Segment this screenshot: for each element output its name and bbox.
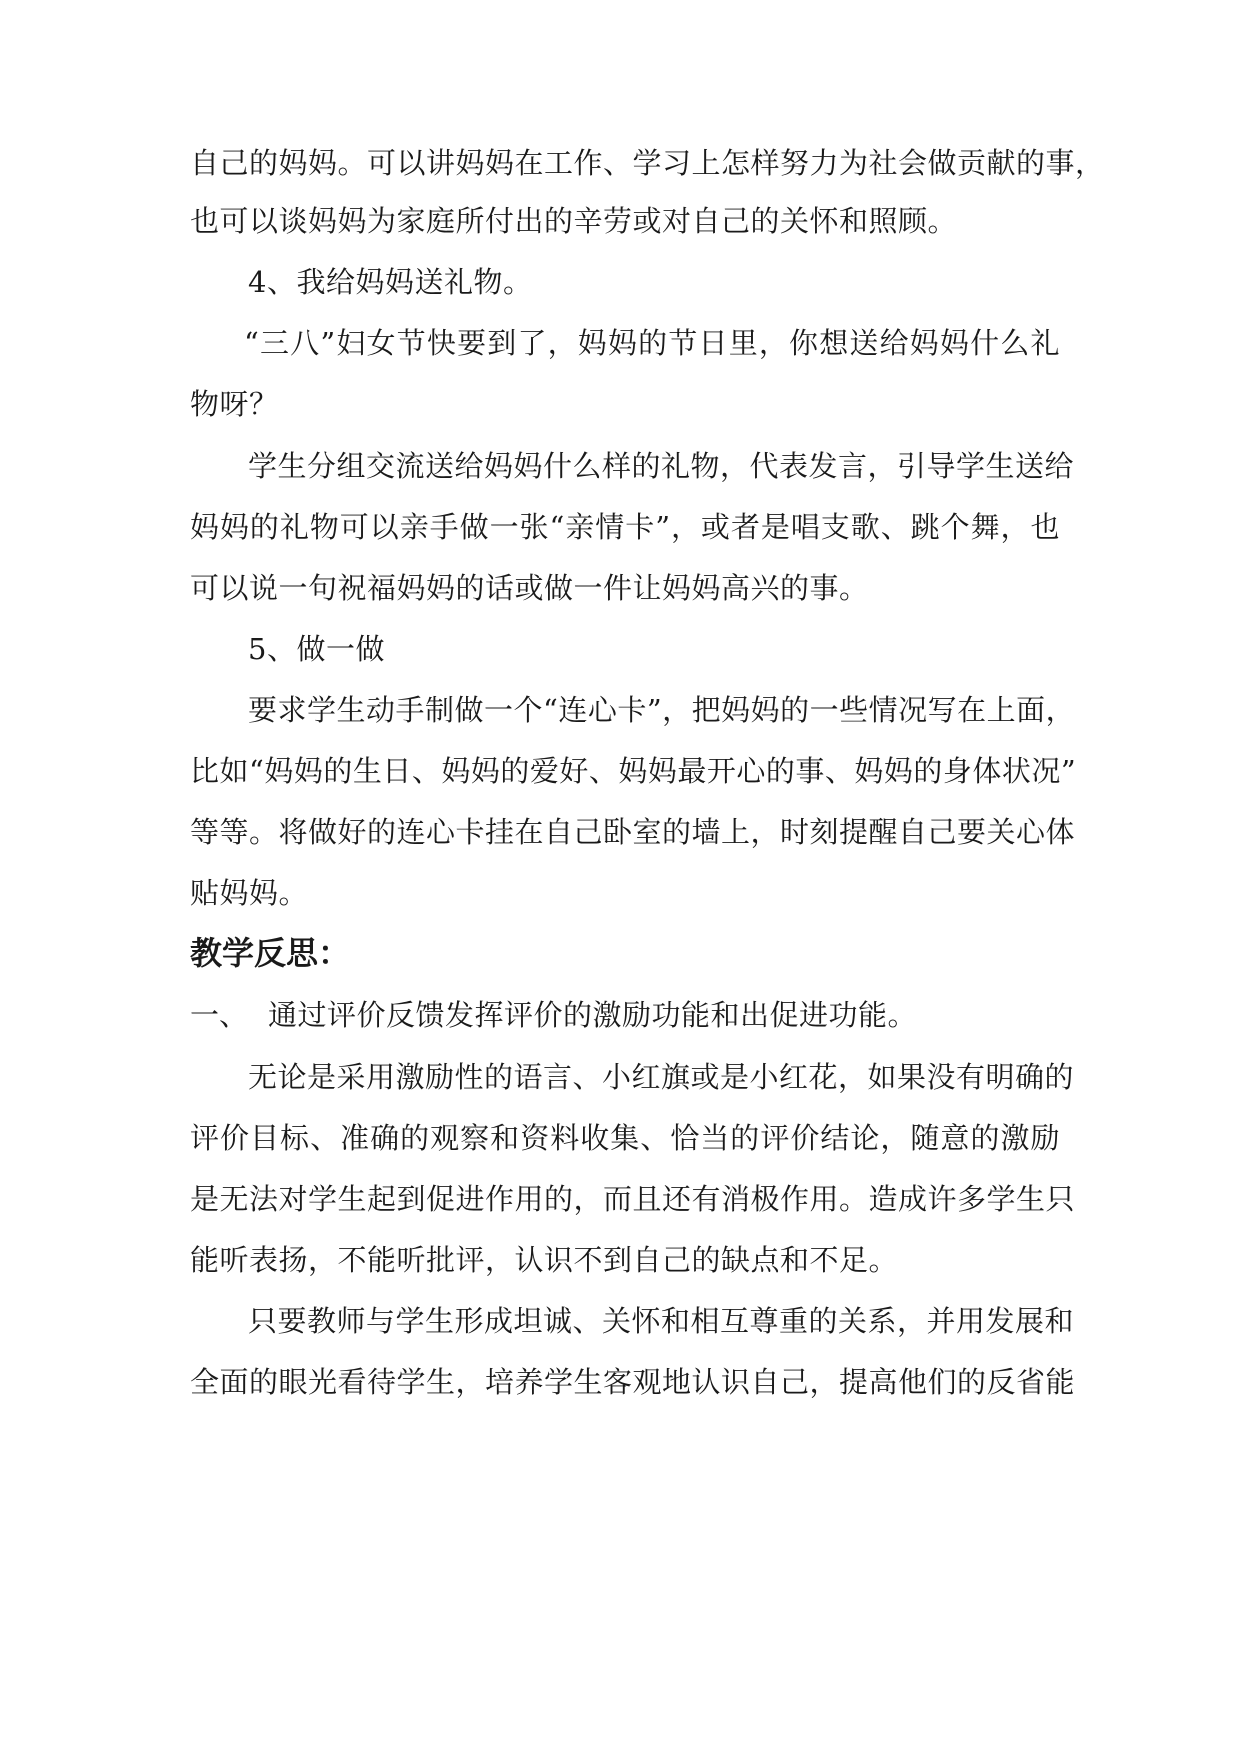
paragraph-line: 全面的眼光看待学生，培养学生客观地认识自己，提高他们的反省能 [190, 1365, 1076, 1399]
paragraph-line: “三八”妇女节快要到了，妈妈的节日里，你想送给妈妈什么礼 [244, 326, 1060, 360]
paragraph-line: 比如“妈妈的生日、妈妈的爱好、妈妈最开心的事、妈妈的身体状况” [190, 754, 1077, 788]
list-marker: 一、 [190, 998, 249, 1032]
section-item-4: 4、我给妈妈送礼物。 [248, 265, 533, 299]
list-item-text: 通过评价反馈发挥评价的激励功能和出促进功能。 [268, 998, 918, 1032]
section-heading: 教学反思： [190, 934, 351, 972]
paragraph-line: 贴妈妈。 [190, 876, 309, 910]
paragraph-line: 等等。将做好的连心卡挂在自己卧室的墙上，时刻提醒自己要关心体 [190, 815, 1076, 849]
paragraph-line: 只要教师与学生形成坦诚、关怀和相互尊重的关系，并用发展和 [248, 1304, 1075, 1338]
paragraph-line: 也可以谈妈妈为家庭所付出的辛劳或对自己的关怀和照顾。 [190, 204, 958, 238]
paragraph-line: 无论是采用激励性的语言、小红旗或是小红花，如果没有明确的 [248, 1060, 1075, 1094]
paragraph-line: 自己的妈妈。可以讲妈妈在工作、学习上怎样努力为社会做贡献的事， [190, 146, 1105, 180]
paragraph-line: 要求学生动手制做一个“连心卡”，把妈妈的一些情况写在上面， [248, 693, 1076, 727]
paragraph-line: 学生分组交流送给妈妈什么样的礼物，代表发言，引导学生送给 [248, 449, 1075, 483]
paragraph-line: 是无法对学生起到促进作用的，而且还有消极作用。造成许多学生只 [190, 1182, 1076, 1216]
paragraph-line: 能听表扬，不能听批评，认识不到自己的缺点和不足。 [190, 1243, 899, 1277]
paragraph-line: 可以说一句祝福妈妈的话或做一件让妈妈高兴的事。 [190, 571, 869, 605]
paragraph-line: 妈妈的礼物可以亲手做一张“亲情卡”，或者是唱支歌、跳个舞，也 [190, 510, 1060, 544]
paragraph-line: 物呀？ [190, 387, 279, 421]
section-item-5: 5、做一做 [248, 632, 385, 666]
paragraph-line: 评价目标、准确的观察和资料收集、恰当的评价结论，随意的激励 [190, 1121, 1060, 1155]
